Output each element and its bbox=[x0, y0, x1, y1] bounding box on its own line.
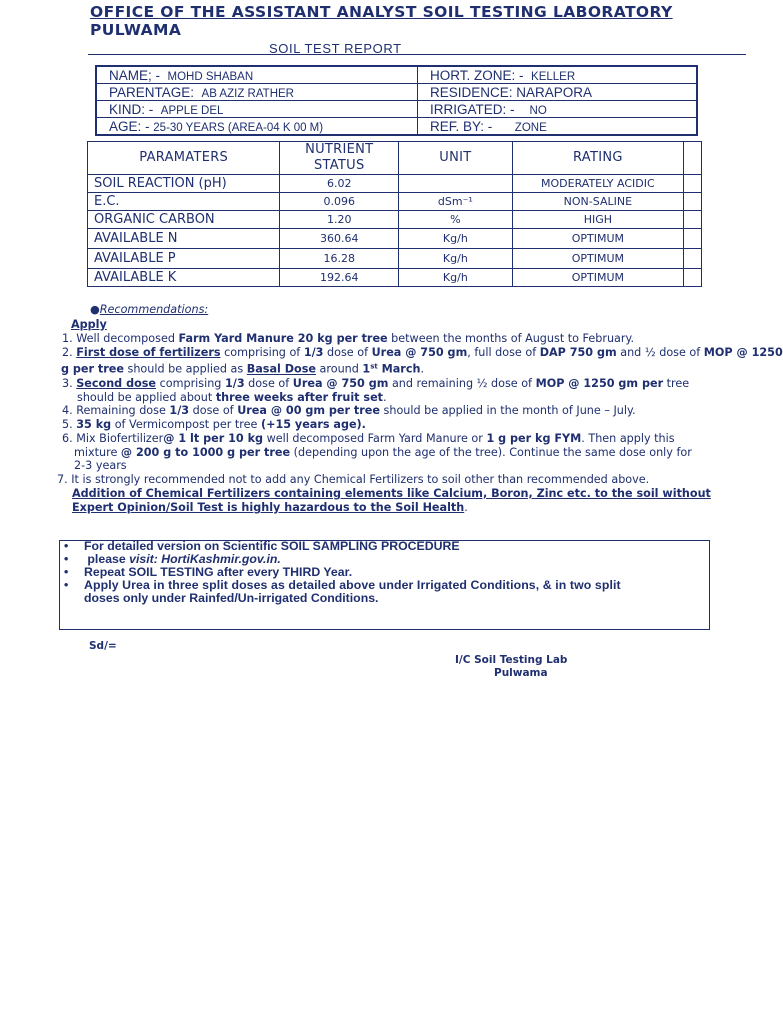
kind-cell: KIND: - APPLE DEL bbox=[96, 101, 418, 118]
bullet-icon: • bbox=[64, 539, 69, 553]
param-cell: AVAILABLE P bbox=[88, 249, 280, 269]
rating-cell: OPTIMUM bbox=[512, 249, 683, 269]
signature-mark: Sd/= bbox=[89, 640, 117, 652]
status-cell: 1.20 bbox=[280, 211, 399, 229]
rating-cell: NON-SALINE bbox=[512, 193, 683, 211]
recommendation-6-cont2: 2-3 years bbox=[74, 459, 127, 472]
unit-cell: Kg/h bbox=[399, 249, 513, 269]
header-rating: RATING bbox=[512, 142, 683, 175]
report-title: SOIL TEST REPORT bbox=[269, 41, 402, 56]
office-location: PULWAMA bbox=[90, 21, 182, 39]
bullet-icon: ● bbox=[90, 303, 100, 316]
unit-cell: Kg/h bbox=[399, 269, 513, 287]
blank-cell bbox=[684, 193, 702, 211]
bullet-icon: • bbox=[64, 552, 69, 566]
recommendation-6: 6. Mix Biofertilizer@ 1 lt per 10 kg well decomposed Farm Yard Manure or 1 g per kg FYM. Then apply this bbox=[62, 432, 675, 445]
blank-cell bbox=[684, 175, 702, 193]
blank-cell bbox=[684, 211, 702, 229]
recommendation-3: 3. Second dose comprising 1/3 dose of Urea @ 750 gm and remaining ½ dose of MOP @ 1250 gm per tree bbox=[62, 377, 690, 390]
note-item: • Apply Urea in three split doses as detailed above under Irrigated Conditions, & in two split bbox=[64, 578, 621, 592]
bullet-icon: • bbox=[64, 578, 69, 592]
table-row bbox=[88, 211, 702, 229]
param-cell: E.C. bbox=[88, 193, 280, 211]
parentage-cell: PARENTAGE: AB AZIZ RATHER bbox=[96, 84, 418, 101]
table-row bbox=[88, 229, 702, 249]
name-cell: NAME; - MOHD SHABAN bbox=[96, 66, 418, 84]
param-cell: AVAILABLE K bbox=[88, 269, 280, 287]
note-item: • Repeat SOIL TESTING after every THIRD Year. bbox=[64, 565, 353, 579]
recommendations-heading: ●Recommendations: bbox=[90, 303, 209, 316]
soil-test-table bbox=[87, 141, 702, 287]
apply-heading: Apply bbox=[71, 318, 107, 331]
unit-cell: dSm⁻¹ bbox=[399, 193, 513, 211]
note-item-cont: doses only under Rainfed/Un-irrigated Conditions. bbox=[84, 591, 379, 605]
table-row bbox=[88, 175, 702, 193]
warning-line-1: Addition of Chemical Fertilizers containing elements like Calcium, Boron, Zinc etc. to the soil without bbox=[72, 487, 711, 500]
status-cell: 360.64 bbox=[280, 229, 399, 249]
irrigated-cell: IRRIGATED: - NO bbox=[418, 101, 698, 118]
table-row bbox=[88, 193, 702, 211]
status-cell: 6.02 bbox=[280, 175, 399, 193]
recommendation-5: 5. 35 kg of Vermicompost per tree (+15 years age). bbox=[62, 418, 366, 431]
status-cell: 192.64 bbox=[280, 269, 399, 287]
age-cell: AGE: - 25-30 YEARS (AREA-04 K 00 M) bbox=[96, 118, 418, 136]
status-cell: 0.096 bbox=[280, 193, 399, 211]
header-blank bbox=[684, 142, 702, 175]
note-item: • For detailed version on Scientific SOIL SAMPLING PROCEDURE bbox=[64, 539, 460, 553]
residence-cell: RESIDENCE: NARAPORA bbox=[418, 84, 698, 101]
note-item: • please visit: HortiKashmir.gov.in. bbox=[64, 552, 281, 566]
bullet-icon: • bbox=[64, 565, 69, 579]
header-rule bbox=[88, 54, 746, 55]
notes-list bbox=[64, 540, 701, 605]
status-cell: 16.28 bbox=[280, 249, 399, 269]
signatory-title: I/C Soil Testing Lab bbox=[455, 654, 568, 666]
recommendation-4: 4. Remaining dose 1/3 dose of Urea @ 00 gm per tree should be applied in the month of June – July. bbox=[62, 404, 636, 417]
recommendation-2-cont: g per tree should be applied as Basal Dose around 1st March. bbox=[61, 362, 424, 376]
recommendation-6-cont: mixture @ 200 g to 1000 g per tree (depending upon the age of the tree). Continue the same dose only for bbox=[74, 446, 692, 459]
header-unit: UNIT bbox=[399, 142, 513, 175]
warning-line-2: Expert Opinion/Soil Test is highly hazardous to the Soil Health. bbox=[72, 501, 468, 514]
blank-cell bbox=[684, 249, 702, 269]
signatory-location: Pulwama bbox=[494, 667, 548, 679]
recommendation-7: 7. It is strongly recommended not to add any Chemical Fertilizers to soil other than recommended above. bbox=[57, 473, 650, 486]
rating-cell: MODERATELY ACIDIC bbox=[512, 175, 683, 193]
unit-cell: % bbox=[399, 211, 513, 229]
recommendation-1: 1. Well decomposed Farm Yard Manure 20 kg per tree between the months of August to February. bbox=[62, 332, 635, 345]
rating-cell: HIGH bbox=[512, 211, 683, 229]
office-title: OFFICE OF THE ASSISTANT ANALYST SOIL TESTING LABORATORY bbox=[90, 3, 673, 21]
rating-cell: OPTIMUM bbox=[512, 229, 683, 249]
param-cell: ORGANIC CARBON bbox=[88, 211, 280, 229]
rating-cell: OPTIMUM bbox=[512, 269, 683, 287]
table-row bbox=[88, 249, 702, 269]
blank-cell bbox=[684, 229, 702, 249]
table-row bbox=[88, 269, 702, 287]
recommendation-3-cont: should be applied about three weeks after fruit set. bbox=[77, 391, 387, 404]
unit-cell bbox=[399, 175, 513, 193]
param-cell: SOIL REACTION (pH) bbox=[88, 175, 280, 193]
unit-cell: Kg/h bbox=[399, 229, 513, 249]
recommendation-2: 2. First dose of fertilizers comprising of 1/3 dose of Urea @ 750 gm, full dose of DAP 750 gm and ½ dose of MOP @ 1250 bbox=[62, 346, 783, 359]
ref-by-cell: REF. BY: - ZONE bbox=[418, 118, 698, 136]
farmer-info-table bbox=[95, 65, 698, 136]
param-cell: AVAILABLE N bbox=[88, 229, 280, 249]
hort-zone-cell: HORT. ZONE: - KELLER bbox=[418, 66, 698, 84]
header-nutrient-status: NUTRIENT STATUS bbox=[280, 142, 399, 175]
header-parameters: PARAMATERS bbox=[88, 142, 280, 175]
